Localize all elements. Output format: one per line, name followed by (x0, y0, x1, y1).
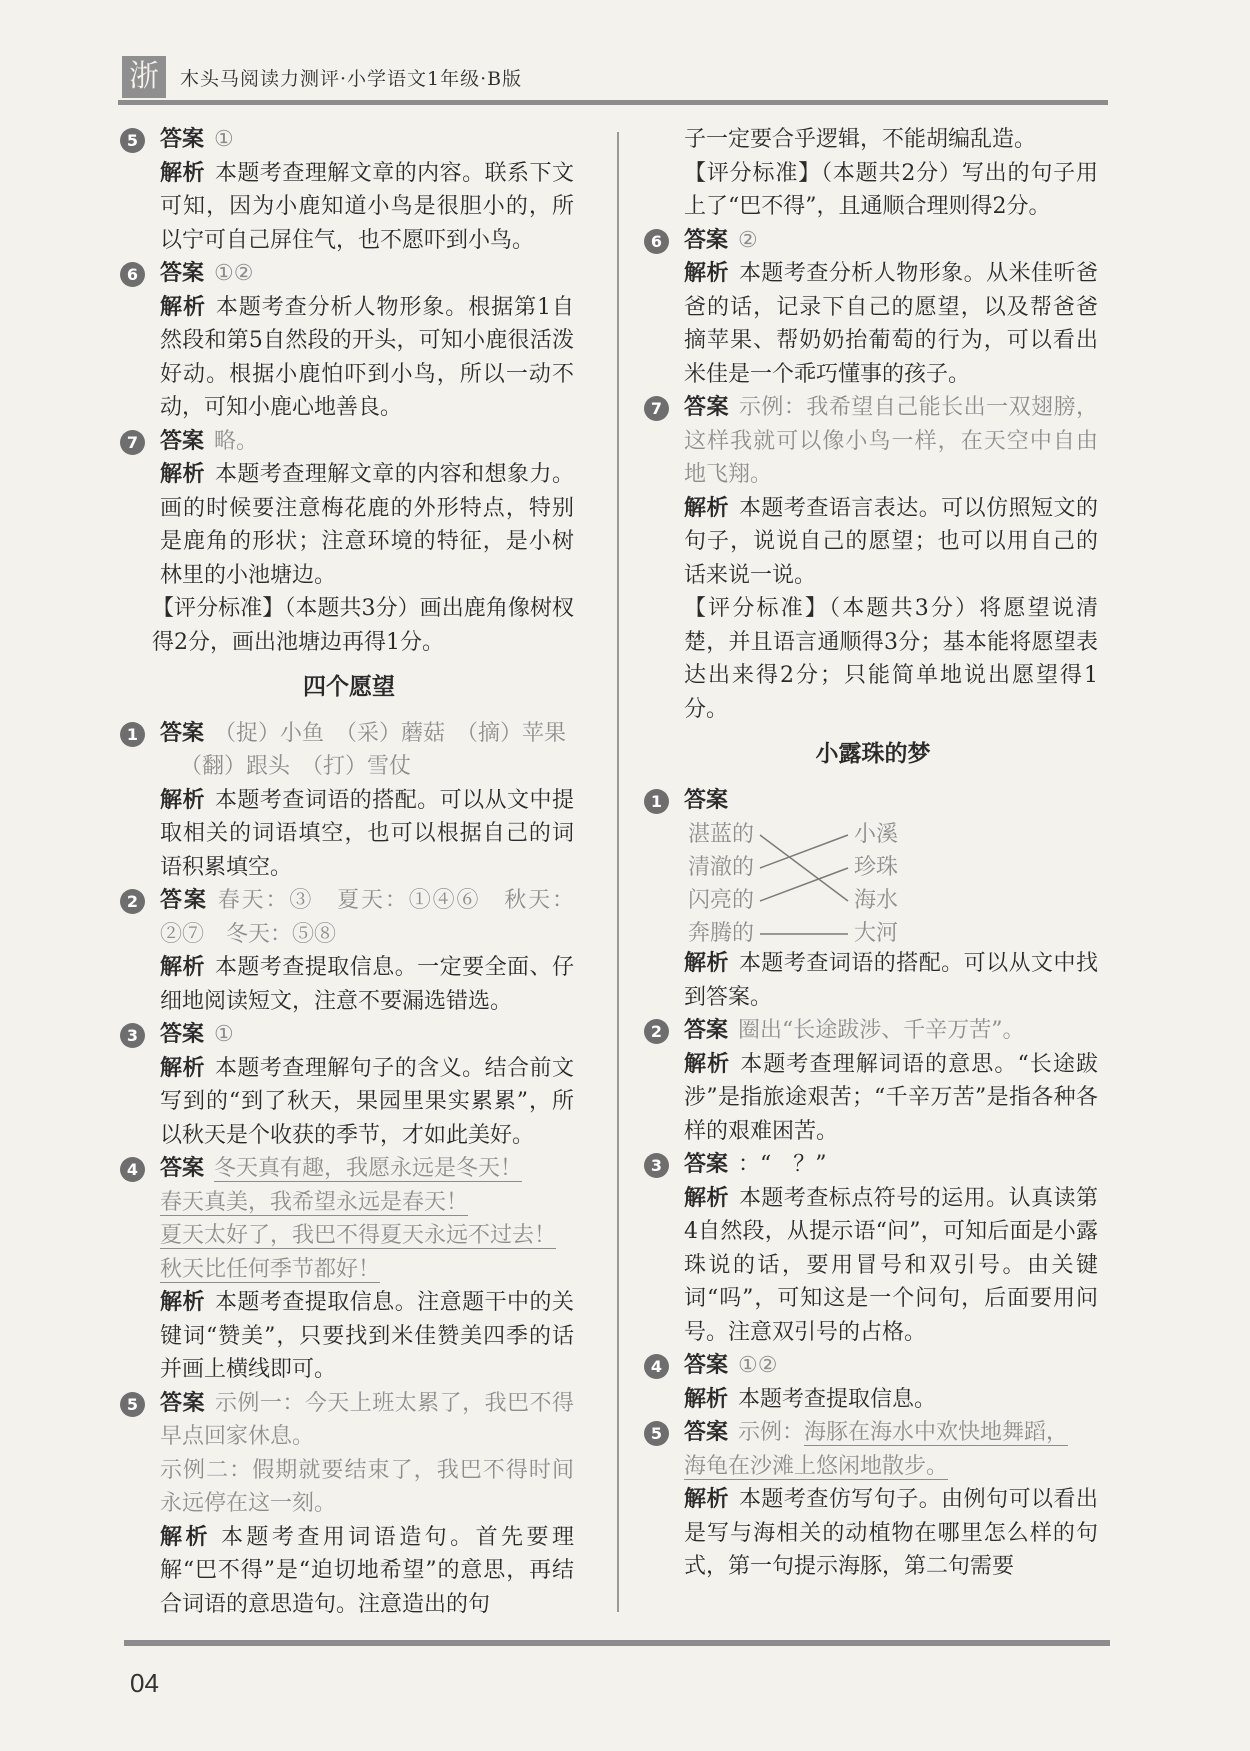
question-1 (648, 784, 1098, 1015)
match-left-item: 湛蓝的 (688, 822, 755, 847)
analysis: 解析 本题考查理解词语的意思。“长途跋涉”是指旅途艰苦；“千辛万苦”是指各种各样的艰难困苦。 (684, 1051, 1098, 1144)
question-number: 2 (120, 889, 145, 914)
match-line (760, 868, 848, 901)
question-3 (648, 1148, 1098, 1349)
match-line (760, 835, 848, 901)
question-7 (648, 391, 1098, 726)
question-1 (124, 717, 574, 885)
answer-line: 夏天太好了，我巴不得夏天永远不过去！ (160, 1223, 557, 1248)
scoring-criteria: 【评分标准】（本题共3分）画出鹿角像树杈得2分，画出池塘边再得1分。 (152, 596, 574, 655)
question-number: 5 (120, 1392, 145, 1417)
section-title: 小露珠的梦 (815, 741, 931, 767)
analysis: 解析 本题考查理解文章的内容和想象力。画的时候要注意梅花鹿的外形特点，特别是鹿角的形状；注意环境的特征，是小树林里的小池塘边。 (160, 462, 574, 588)
analysis: 解析 本题考查理解句子的含义。结合前文写到的“到了秋天，果园里果实累累”，所以秋天是个收获的季节，才如此美好。 (160, 1055, 574, 1148)
matching-diagram (684, 817, 944, 947)
analysis: 解析 本题考查用词语造句。首先要理解“巴不得”是“迫切地希望”的意思，再结合词语的意思造句。注意造出的句 (160, 1524, 574, 1617)
question-number: 5 (644, 1421, 669, 1446)
question-number: 6 (120, 262, 145, 287)
question-5 (124, 123, 574, 257)
answer-line: 答案 略。 (160, 428, 259, 454)
question-5 (648, 1416, 1098, 1584)
question-7 (124, 425, 574, 660)
page-number: 04 (130, 1668, 159, 1698)
match-left-item: 清澈的 (688, 855, 755, 880)
footer-rule (124, 1640, 1110, 1646)
question-4 (648, 1349, 1098, 1416)
analysis: 解析 本题考查提取信息。 (684, 1386, 937, 1412)
question-2 (648, 1014, 1098, 1148)
analysis: 解析 本题考查理解文章的内容。联系下文可知，因为小鹿知道小鸟是很胆小的，所以宁可自己屏住气，也不愿吓到小鸟。 (160, 160, 574, 253)
match-right-item: 大河 (854, 921, 899, 946)
answer-line: 答案 圈出“长途跋涉、千辛万苦”。 (684, 1018, 1025, 1043)
answer-line: 答案 ①② (160, 261, 254, 286)
analysis: 解析 本题考查词语的搭配。可以从文中找到答案。 (684, 951, 1098, 1010)
answer-line: 秋天比任何季节都好！ (160, 1256, 381, 1282)
analysis: 解析 本题考查分析人物形象。根据第1自然段和第5自然段的开头，可知小鹿很活泼好动。根据小鹿怕吓到小鸟，所以一动不动，可知小鹿心地善良。 (160, 294, 574, 420)
question-2 (124, 884, 574, 1018)
answer-line: 答案 ② (684, 227, 758, 253)
province-seal: 浙 (122, 56, 166, 98)
question-number: 7 (120, 430, 145, 455)
question-number: 1 (644, 789, 669, 814)
analysis: 解析 本题考查语言表达。可以仿照短文的句子，说说自己的愿望；也可以用自己的话来说一说。 (684, 495, 1098, 588)
question-number: 1 (120, 722, 145, 747)
header-rule (118, 100, 1108, 105)
match-right-item: 珍珠 (854, 855, 899, 880)
question-3 (124, 1018, 574, 1152)
page-header (118, 52, 1108, 104)
answer-line: 海龟在沙滩上悠闲地散步。 (684, 1453, 949, 1479)
analysis: 解析 本题考查提取信息。一定要全面、仔细地阅读短文，注意不要漏选错选。 (160, 955, 574, 1014)
analysis: 解析 本题考查仿写句子。由例句可以看出是写与海相关的动植物在哪里怎么样的句式，第一句提示海豚，第二句需要 (684, 1487, 1098, 1579)
scoring-criteria: 【评分标准】（本题共3分）将愿望说清楚，并且语言通顺得3分；基本能将愿望表达出来得2分；只能简单地说出愿望得1分。 (684, 596, 1098, 722)
match-line (760, 835, 848, 868)
left-column (124, 123, 574, 1621)
analysis: 解析 本题考查词语的搭配。可以从文中提取相关的词语填空，也可以根据自己的词语积累填空。 (160, 787, 574, 880)
question-number: 2 (644, 1019, 669, 1044)
question-number: 4 (120, 1157, 145, 1182)
answer-line: 答案 ① (160, 1022, 234, 1047)
analysis: 解析 本题考查提取信息。注意题干中的关键词“赞美”，只要找到米佳赞美四季的话并画上横线即可。 (160, 1290, 574, 1382)
section-title: 四个愿望 (303, 674, 395, 700)
answer-line: 答案 春天：③ 夏天：①④⑥ 秋天：②⑦ 冬天：⑤⑧ (160, 888, 574, 947)
question-number: 3 (120, 1023, 145, 1048)
answer-line: 春天真美，我希望永远是春天！ (160, 1189, 469, 1215)
analysis: 解析 本题考查标点符号的运用。认真读第4自然段，从提示语“问”，可知后面是小露珠说的话，要用冒号和双引号。由关键词“吗”，可知这是一个问句，后面要用问号。注意双引号的占格。 (684, 1185, 1098, 1345)
right-column (648, 123, 1098, 1584)
answer-line: 答案 （捉）小鱼 （采）蘑菇 （摘）苹果 (160, 720, 567, 746)
continued-analysis (648, 123, 1098, 224)
answer-line: （翻）跟头 （打）雪仗 (180, 754, 412, 779)
answer-line: 答案 示例一：今天上班太累了，我巴不得早点回家休息。 (160, 1390, 574, 1449)
question-number: 7 (644, 396, 669, 421)
question-5b (124, 1387, 574, 1622)
question-number: 6 (644, 229, 669, 254)
analysis-continued: 子一定要合乎逻辑，不能胡编乱造。 (684, 127, 1037, 152)
match-right-item: 海水 (854, 888, 899, 913)
answer-line: 答案 ①② (684, 1353, 778, 1378)
question-number: 5 (120, 128, 145, 153)
question-number: 4 (644, 1354, 669, 1379)
analysis: 解析 本题考查分析人物形象。从米佳听爸爸的话，记录下自己的愿望，以及帮爸爸摘苹果、帮奶奶抬葡萄的行为，可以看出米佳是一个乖巧懂事的孩子。 (684, 261, 1098, 387)
question-number: 3 (644, 1153, 669, 1178)
answer-line: 答案 冬天真有趣，我愿永远是冬天！ (160, 1156, 523, 1181)
answer-line: 示例二：假期就要结束了，我巴不得时间永远停在这一刻。 (160, 1457, 574, 1516)
match-left-item: 闪亮的 (688, 888, 755, 913)
answer-line: 答案 (684, 787, 729, 813)
question-4 (124, 1152, 574, 1387)
scoring-criteria: 【评分标准】（本题共2分）写出的句子用上了“巴不得”，且通顺合理则得2分。 (684, 160, 1098, 219)
column-divider (617, 132, 619, 1612)
answer-line: 答案 示例：海豚在海水中欢快地舞蹈， (684, 1420, 1069, 1445)
answer-line: 答案 示例：我希望自己能长出一双翅膀，这样我就可以像小鸟一样，在天空中自由地飞翔。 (684, 395, 1098, 487)
match-left-item: 奔腾的 (688, 921, 755, 946)
question-6 (648, 224, 1098, 392)
answer-line: 答案 ：“ ？” (684, 1152, 827, 1177)
book-title: 木头马阅读力测评·小学语文1年级·B版 (180, 68, 523, 90)
match-right-item: 小溪 (854, 822, 899, 847)
answer-line: 答案 ① (160, 127, 234, 152)
question-6 (124, 257, 574, 425)
